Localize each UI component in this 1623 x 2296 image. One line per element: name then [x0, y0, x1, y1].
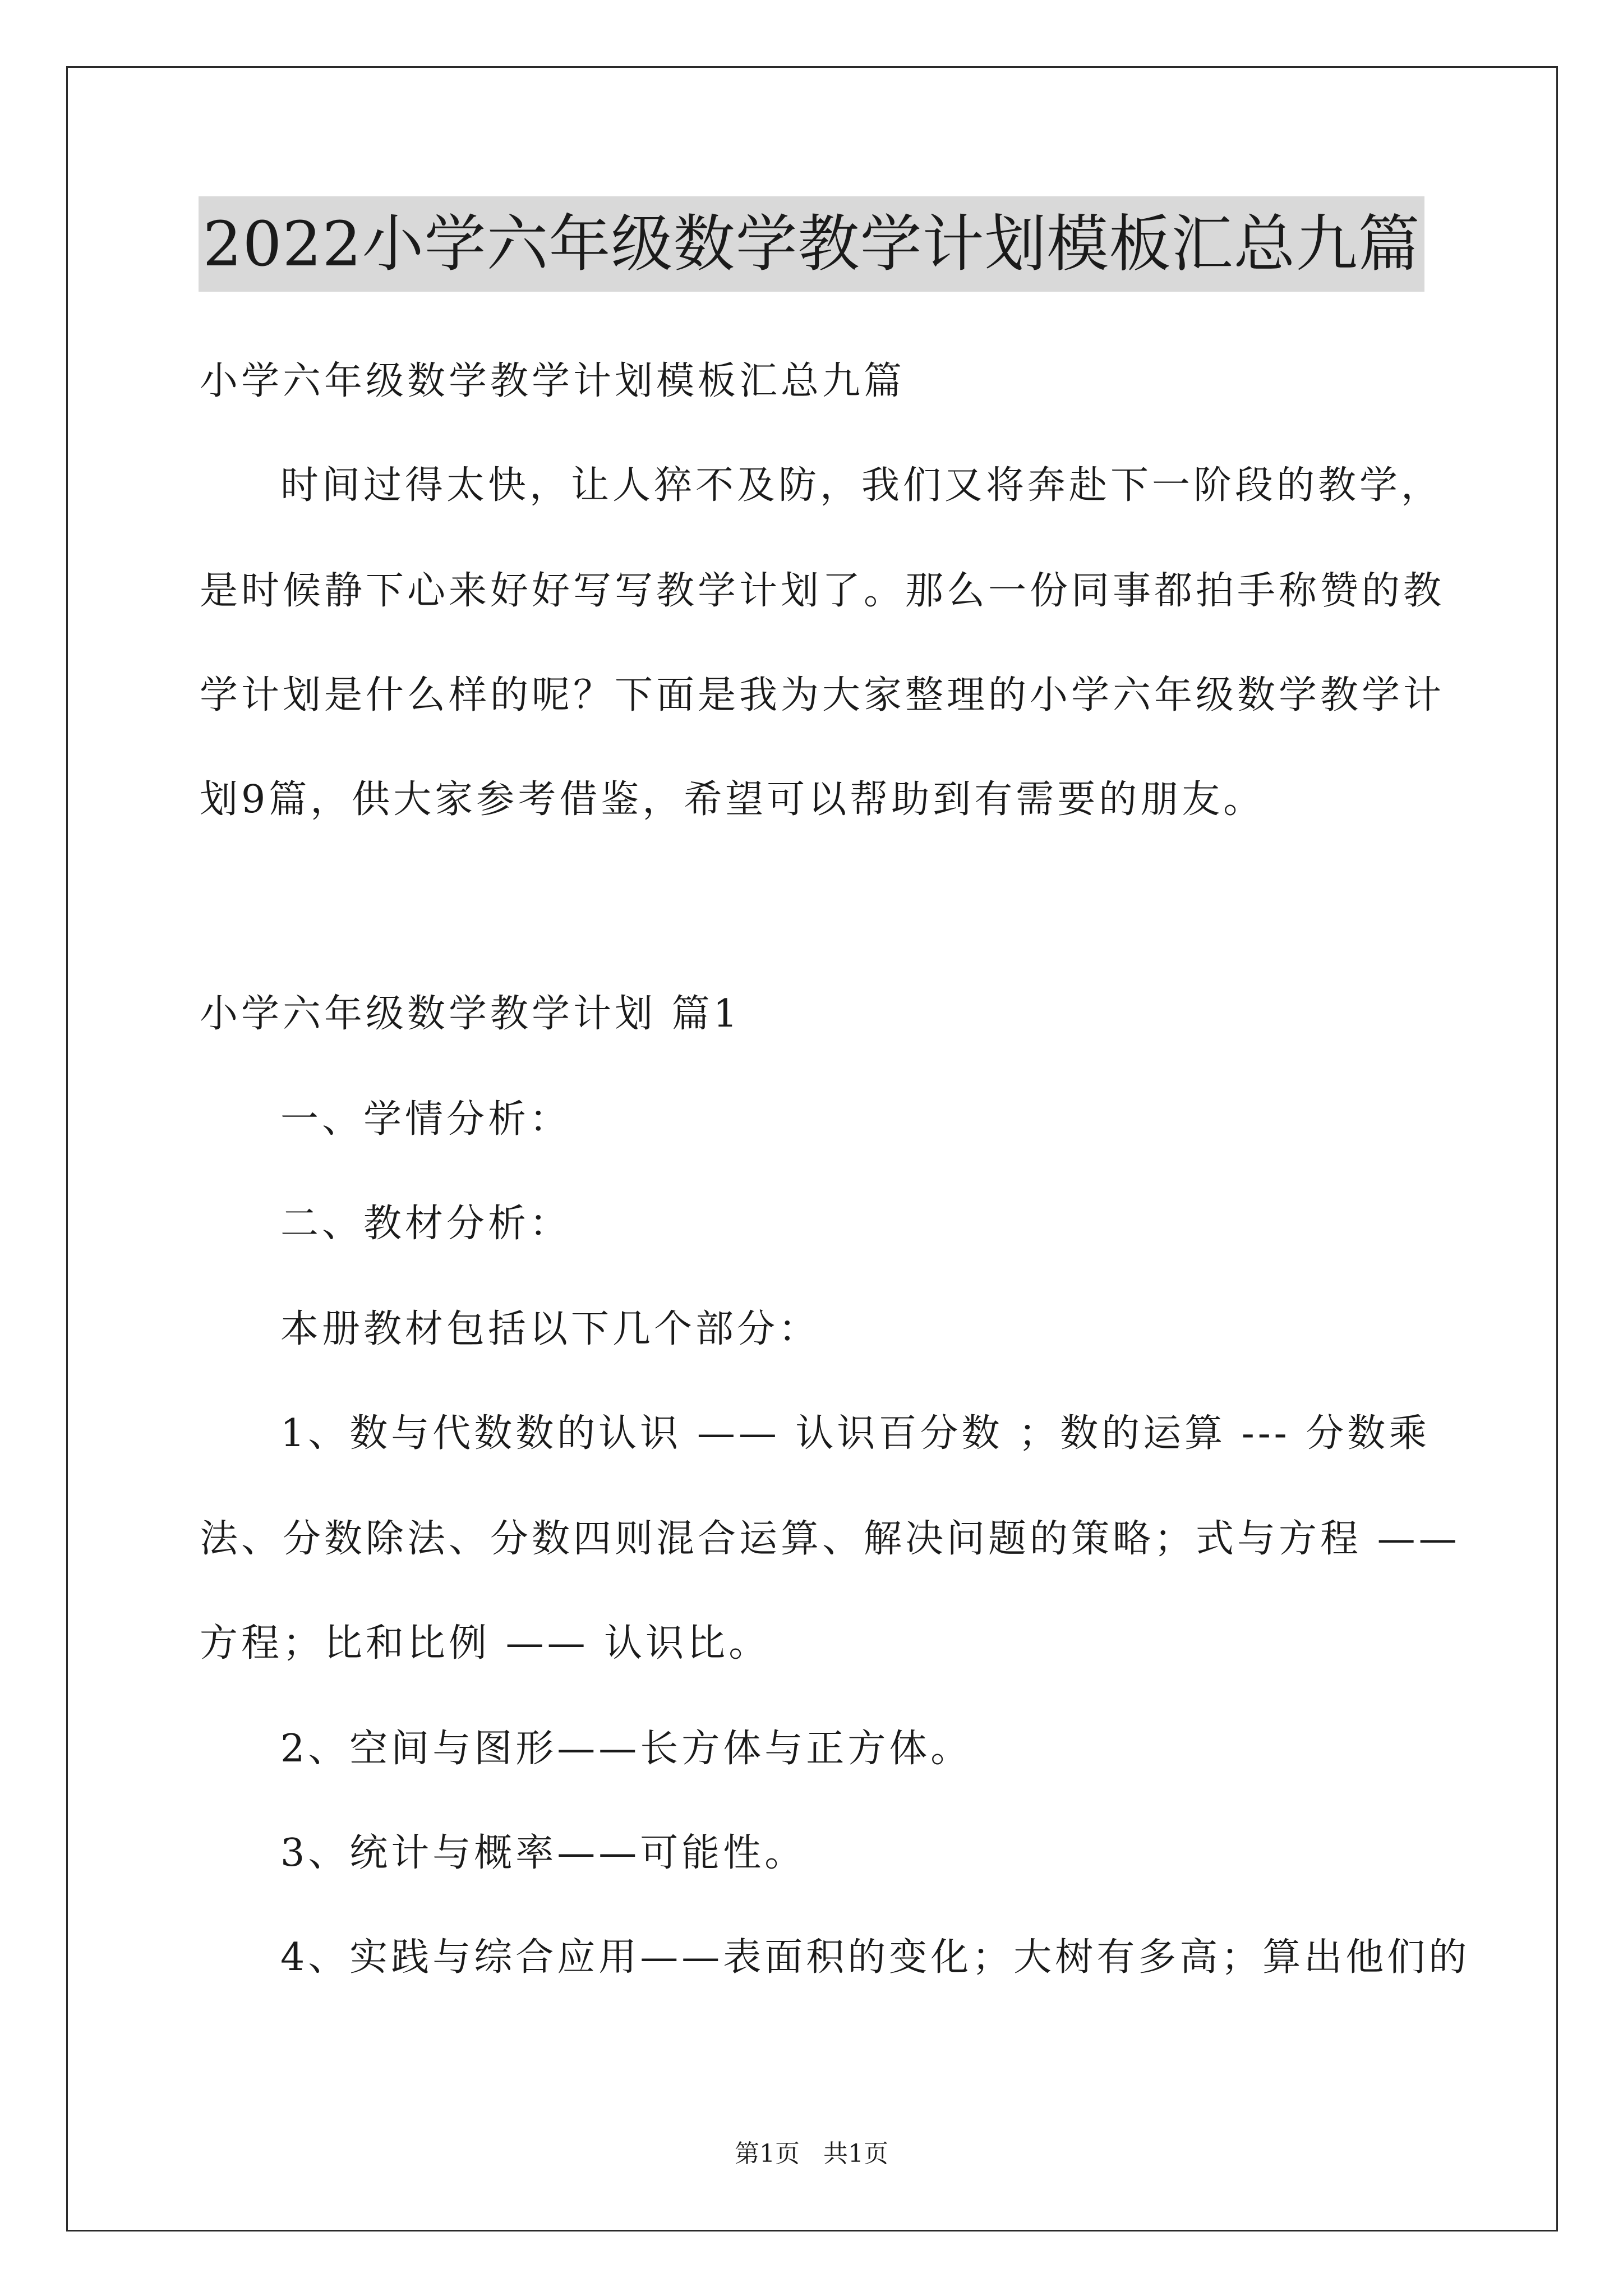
body-line: 4、实践与综合应用——表面积的变化；大树有多高；算出他们的 [280, 1935, 1470, 1980]
body-line: 2、空间与图形——长方体与正方体。 [280, 1727, 972, 1771]
document-title: 2022小学六年级数学教学计划模板汇总九篇 [199, 196, 1425, 292]
title-container [0, 196, 1623, 292]
body-line: 是时候静下心来好好写写教学计划了。那么一份同事都拍手称赞的教 [200, 569, 1445, 613]
body-line: 3、统计与概率——可能性。 [280, 1831, 806, 1875]
body-line: 一、学情分析： [280, 1097, 571, 1142]
body-line: 方程；比和比例 —— 认识比。 [200, 1621, 771, 1665]
body-line: 1、数与代数数的认识 —— 认识百分数 ；数的运算 --- 分数乘 [280, 1411, 1431, 1456]
body-line: 本册教材包括以下几个部分： [280, 1307, 820, 1351]
page-number: 第1页 共1页 [735, 2139, 888, 2168]
body-line: 划9篇，供大家参考借鉴，希望可以帮助到有需要的朋友。 [200, 777, 1265, 822]
body-line: 时间过得太快，让人猝不及防，我们又将奔赴下一阶段的教学， [280, 463, 1443, 508]
body-line: 二、教材分析： [280, 1202, 571, 1246]
subtitle-line: 小学六年级数学教学计划模板汇总九篇 [200, 359, 906, 403]
section-heading: 小学六年级数学教学计划 篇1 [200, 992, 741, 1036]
body-line: 法、分数除法、分数四则混合运算、解决问题的策略；式与方程 —— [200, 1517, 1460, 1561]
body-line: 学计划是什么样的呢？下面是我为大家整理的小学六年级数学教学计 [200, 673, 1445, 717]
